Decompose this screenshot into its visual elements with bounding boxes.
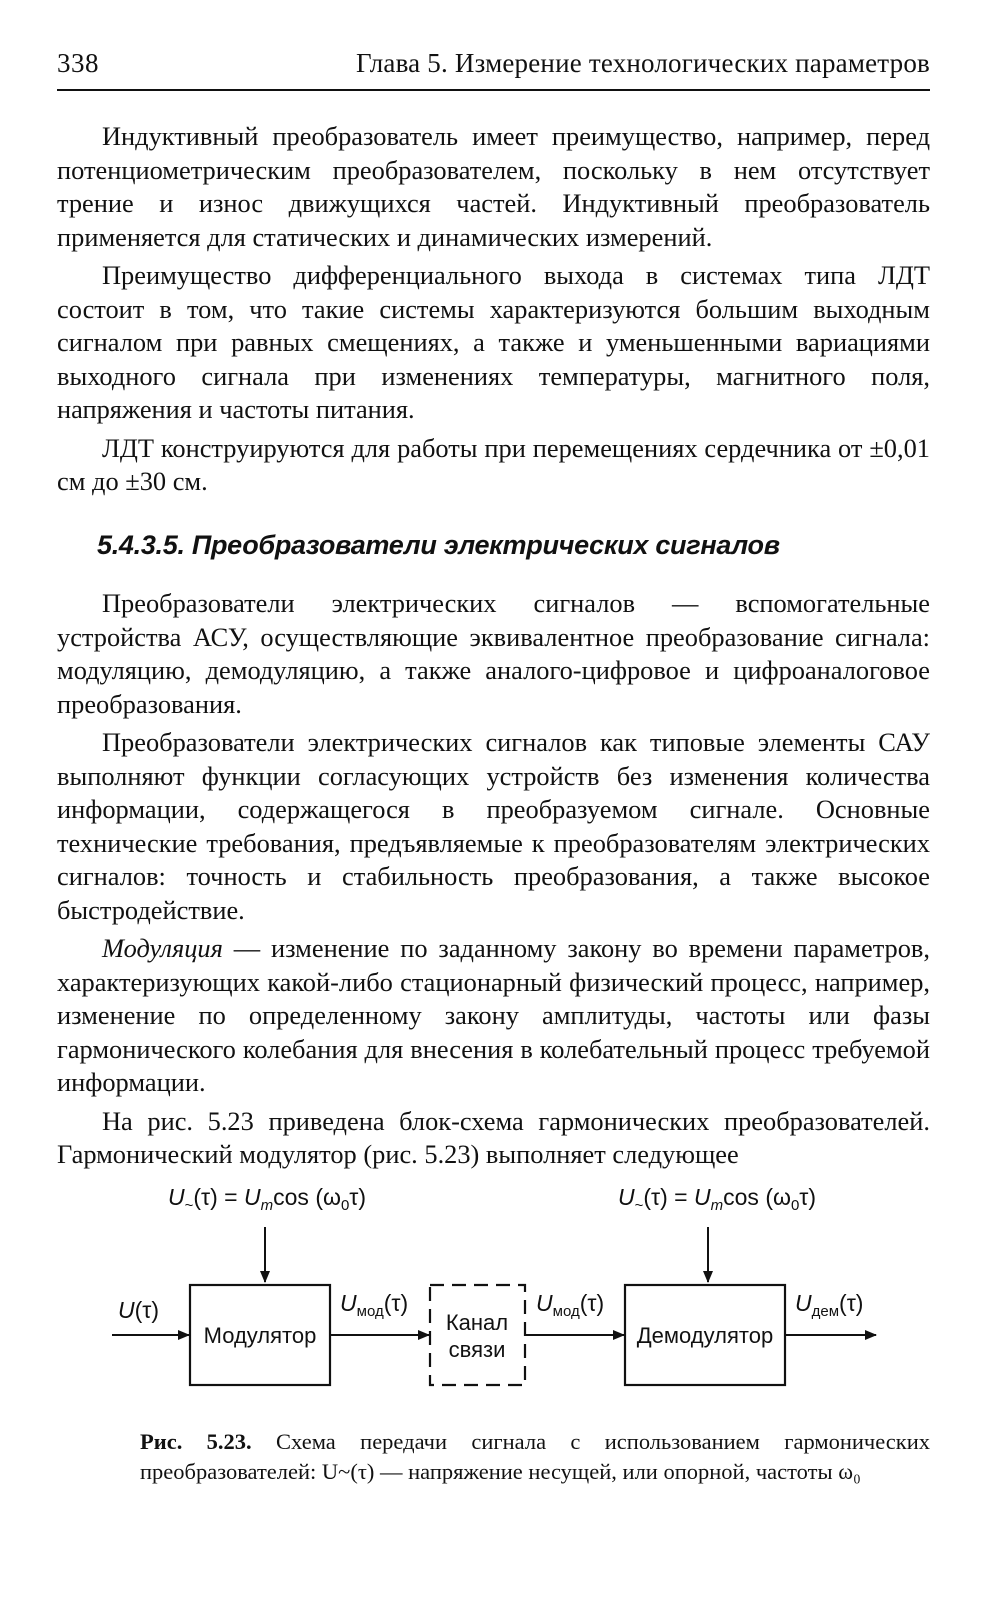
section-title: 5.4.3.5. Преобразователи электрических сигналов (97, 529, 780, 560)
body-text (57, 120, 930, 1177)
running-title: Глава 5. Измерение технологических параметров (355, 48, 930, 78)
page-header (57, 48, 930, 91)
modulator-label: Модулятор (203, 1323, 317, 1348)
figure-caption-text: Схема передачи сигнала с использованием гармонических преобразователей: U~(τ) — напряжение несущей, или опорной, частоты ω₀ (140, 1429, 931, 1484)
carrier-label-right: $U_\sim(\tau) = U_m\cos$ $(\omega_0\tau)$ (618, 1185, 817, 1214)
output-label: $U_{дем}(\tau)$ (795, 1290, 864, 1320)
channel-label-line2: связи (448, 1337, 506, 1362)
demodulator-label: Демодулятор (636, 1323, 774, 1348)
paragraph-2: Преимущество дифференциального выхода в системах типа ЛДТ состоит в том, что такие системы характеризуются большим выходным сигналом при равных смещениях, а также и уменьшенными вариациями выходного сигнала при изменениях температуры, магнитного поля, напряжения и частоты питания. (57, 260, 930, 424)
carrier-label-left: $U_\sim(\tau) = U_m\cos$ $(\omega_0\tau)$ (168, 1185, 367, 1214)
term-modulation: Модуляция (102, 933, 223, 963)
figure-caption (140, 1427, 930, 1487)
block-diagram (90, 1185, 910, 1420)
paragraph-1: Индуктивный преобразователь имеет преимущество, например, перед потенциометрическим преобразователем, поскольку в нем отсутствует трение и износ движущихся частей. Индуктивный преобразователь применяется для статических и динамических измерений. (57, 121, 930, 252)
paragraph-6 (57, 932, 930, 1100)
paragraph-4: Преобразователи электрических сигналов — вспомогательные устройства АСУ, осуществляющие эквивалентное преобразование сигнала: модуляцию, демодуляцию, а также аналого-цифровое и цифроаналоговое преобразования. (57, 588, 930, 719)
channel-label-line1: Канал (445, 1310, 509, 1335)
paragraph-7: На рис. 5.23 приведена блок-схема гармонических преобразователей. Гармонический модулятор (рис. 5.23) выполняет следующее (57, 1105, 930, 1169)
input-label: U(τ) (118, 1297, 160, 1323)
page-number: 338 (57, 48, 99, 78)
figure-caption-label: Рис. 5.23. (140, 1429, 252, 1454)
mod-signal-label-right: $U_{мод}(\tau)$ (536, 1290, 605, 1320)
mod-signal-label-left: $U_{мод}(\tau)$ (340, 1290, 409, 1320)
paragraph-3: ЛДТ конструируются для работы при перемещениях сердечника от ±0,01 см до ±30 см. (57, 432, 930, 496)
channel-block (430, 1285, 525, 1385)
paragraph-6-rest: — изменение по заданному закону во времени параметров, характеризующих какой-либо стационарный физический процесс, например, изменение по определенному закону амплитуды, частоты или фазы гармонического колебания для внесения в колебательный процесс требуемой информации. (57, 933, 930, 1097)
paragraph-5: Преобразователи электрических сигналов как типовые элементы САУ выполняют функции согласующих устройств без изменения количества информации, содержащегося в преобразуемом сигнале. Основные технические требования, предъявляемые к преобразователям электрических сигналов: точность и стабильность преобразования, а также высокое быстродействие. (57, 727, 930, 925)
